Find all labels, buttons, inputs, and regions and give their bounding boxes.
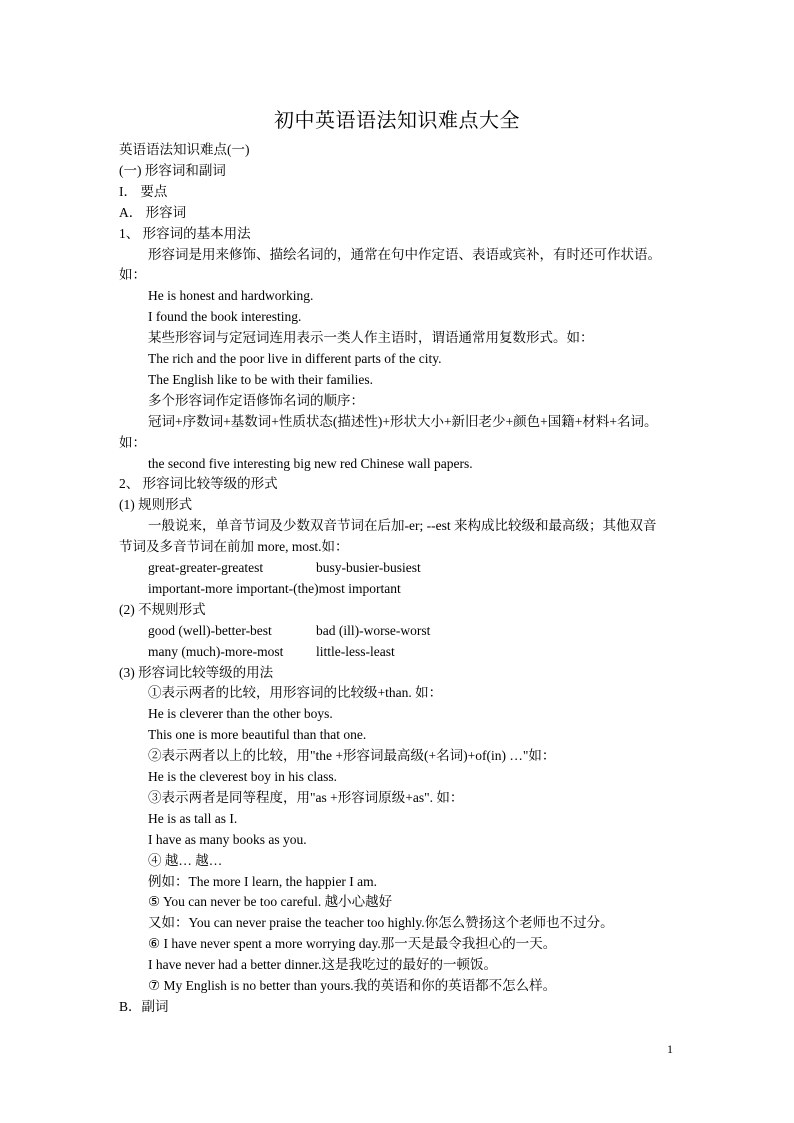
text-line	[119, 433, 146, 453]
line-text: (2) 不规则形式	[119, 601, 206, 617]
line-text: ⑥ I have never spent a more worrying day.那一天是最令我担心的一天。	[148, 936, 557, 952]
text-line	[148, 704, 333, 724]
line-text: the second five interesting big new red Chinese wall papers.	[148, 455, 473, 471]
line-text: He is honest and hardworking.	[148, 288, 314, 304]
text-line	[148, 328, 594, 348]
line-text: 1、 形容词的基本用法	[119, 225, 251, 241]
line-text: 某些形容词与定冠词连用表示一类人作主语时，谓语通常用复数形式。如：	[148, 330, 594, 346]
line-text: 节词及多音节词在前加 more, most.如：	[119, 539, 349, 555]
text-line	[119, 495, 192, 515]
text-line	[148, 412, 658, 432]
line-text: many (much)-more-most	[148, 643, 284, 659]
line-text: important-more important-(the)most important	[148, 580, 401, 596]
line-text: He is as tall as I.	[148, 810, 238, 826]
line-text: I found the book interesting.	[148, 309, 302, 325]
text-line	[148, 746, 555, 766]
text-line	[148, 621, 431, 641]
text-line	[148, 934, 556, 954]
text-line	[119, 265, 146, 285]
text-line	[148, 809, 237, 829]
line-text: 冠词+序数词+基数词+性质状态(描述性)+形状大小+新旧老少+颜色+国籍+材料+名词。	[148, 413, 658, 429]
line-text: 一般说来，单音节词及少数双音节词在后加-er; --est 来构成比较级和最高级；其他双音	[148, 518, 657, 534]
line-text: The English like to be with their families.	[148, 371, 373, 387]
line-text-column-2: busy-busier-busiest	[316, 560, 421, 575]
line-text: I． 要点	[119, 183, 168, 199]
line-text: (1) 规则形式	[119, 497, 193, 513]
text-line	[119, 474, 278, 494]
line-text: 例如：The more I learn, the happier I am.	[148, 873, 378, 889]
line-text: 又如：You can never praise the teacher too highly.你怎么赞扬这个老师也不过分。	[148, 915, 614, 931]
text-line	[148, 976, 556, 996]
text-line	[148, 788, 463, 808]
text-line	[119, 600, 206, 620]
text-line	[148, 725, 366, 745]
line-text: (3) 形容词比较等级的用法	[119, 664, 274, 680]
text-line	[148, 370, 373, 390]
text-line	[119, 663, 273, 683]
line-text: I have never had a better dinner.这是我吃过的最好的一顿饭。	[148, 957, 498, 973]
text-line	[148, 642, 395, 662]
text-line	[148, 516, 656, 536]
text-line	[148, 245, 661, 265]
text-line	[148, 391, 364, 411]
line-text: The rich and the poor live in different parts of the city.	[148, 351, 442, 366]
text-line	[148, 683, 442, 703]
line-text: A． 形容词	[119, 204, 187, 220]
text-line	[148, 913, 614, 933]
page-number: 1	[667, 1042, 673, 1056]
text-line	[148, 955, 497, 975]
text-line	[148, 454, 473, 474]
line-text: 形容词是用来修饰、描绘名词的，通常在句中作定语、表语或宾补，有时还可作状语。	[148, 246, 661, 262]
text-line	[119, 997, 169, 1017]
text-line	[148, 349, 442, 369]
line-text: 英语语法知识难点(一)	[119, 142, 250, 157]
line-text: (一) 形容词和副词	[119, 162, 226, 178]
line-text: 多个形容词作定语修饰名词的顺序：	[148, 392, 364, 408]
text-line	[148, 579, 401, 599]
line-text-column-2: little-less-least	[316, 643, 395, 659]
text-line	[148, 892, 392, 912]
text-line	[119, 203, 186, 223]
line-text: ⑦ My English is no better than yours.我的英语和你的英语都不怎么样。	[148, 978, 557, 993]
text-line	[148, 558, 421, 578]
text-line	[148, 767, 337, 787]
line-text: great-greater-greatest	[148, 560, 264, 575]
line-text: 2、 形容词比较等级的形式	[119, 476, 278, 492]
text-line	[119, 537, 349, 557]
text-line	[148, 851, 222, 871]
line-text: He is the cleverest boy in his class.	[148, 769, 337, 784]
text-line	[148, 872, 377, 892]
line-text: B．副词	[119, 998, 169, 1014]
text-line	[148, 307, 301, 327]
line-text: ①表示两者的比较，用形容词的比较级+than. 如：	[148, 685, 443, 701]
line-text: good (well)-better-best	[148, 622, 272, 638]
text-line	[148, 830, 307, 850]
line-text: I have as many books as you.	[148, 831, 307, 847]
line-text: 如：	[119, 434, 146, 450]
text-line	[119, 224, 251, 244]
line-text: He is cleverer than the other boys.	[148, 706, 333, 722]
line-text: ⑤ You can never be too careful. 越小心越好	[148, 894, 393, 910]
line-text: This one is more beautiful than that one.	[148, 727, 367, 743]
text-line	[119, 140, 250, 160]
text-line	[119, 161, 226, 181]
document-title: 初中英语语法知识难点大全	[274, 110, 520, 132]
line-text-column-2: bad (ill)-worse-worst	[316, 622, 431, 638]
line-text: 如：	[119, 267, 146, 283]
line-text: ②表示两者以上的比较，用"the +形容词最高级(+名词)+of(in) …"如：	[148, 748, 556, 764]
line-text: ④ 越… 越…	[148, 852, 223, 868]
line-text: ③表示两者是同等程度，用"as +形容词原级+as". 如：	[148, 789, 464, 805]
text-line	[148, 286, 313, 306]
text-line	[119, 182, 167, 202]
